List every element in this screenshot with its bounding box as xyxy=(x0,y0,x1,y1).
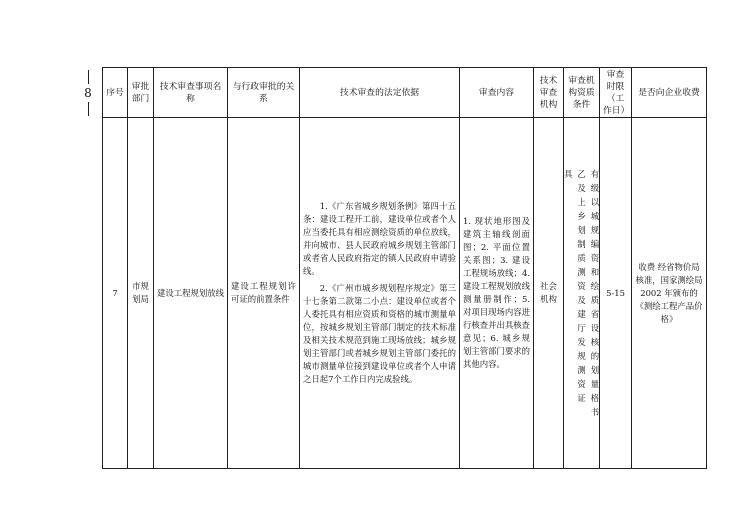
page-number-bar-bottom xyxy=(88,102,89,116)
qualification-char: 划 xyxy=(590,365,600,375)
page-number-marker xyxy=(78,70,98,116)
qualification-char: 书 xyxy=(590,407,600,417)
basis-paragraph-1: 1.《广东省城乡规划条例》第四十五条：建设工程开工前，建设单位或者个人应当委托具有相应测绘资质的单位放线，并向城市、县人民政府城乡规划主管部门或者省人民政府指定的镇人民政府申请验线。 xyxy=(303,201,456,276)
qualification-char: 及 xyxy=(577,295,586,305)
header-relation: 与行政审批的关系 xyxy=(228,68,300,118)
qualification-char: 及 xyxy=(577,183,586,193)
qualification-char: 编 xyxy=(590,239,600,249)
header-content: 审查内容 xyxy=(460,68,534,118)
qualification-vertical-text xyxy=(563,167,600,419)
cell-item: 建设工程规划放线 xyxy=(154,118,228,469)
qualification-char: 以 xyxy=(590,197,600,207)
qualification-char: 上 xyxy=(577,197,586,207)
qualification-char: 资 xyxy=(577,379,586,389)
cell-time-limit: 5-15 xyxy=(600,118,632,469)
technical-review-table xyxy=(102,67,707,469)
cell-relation: 建设工程规划许可证的前置条件 xyxy=(228,118,300,469)
qualification-char: 有 xyxy=(590,169,600,179)
page-number: 8 xyxy=(84,86,92,100)
qualification-char: 证 xyxy=(577,393,586,403)
qualification-char: 厅 xyxy=(577,323,586,333)
header-fee: 是否向企业收费 xyxy=(632,68,707,118)
qualification-char: 核 xyxy=(590,337,600,347)
cell-qualification xyxy=(564,118,600,469)
cell-fee: 收费 经省物价局核准，国家测绘局 2002 年颁布的《测绘工程产品价格》 xyxy=(632,118,707,469)
qualification-char: 测 xyxy=(577,267,586,277)
qualification-char: 城 xyxy=(590,211,600,221)
qualification-char: 质 xyxy=(577,253,586,263)
header-agency: 技术审查机构 xyxy=(534,68,564,118)
qualification-char: 格 xyxy=(590,393,600,403)
qualification-char: 建 xyxy=(577,309,586,319)
qualification-char: 具 xyxy=(563,169,573,179)
qualification-char: 规 xyxy=(577,351,586,361)
qualification-column xyxy=(591,167,599,419)
qualification-char: 的 xyxy=(590,351,600,361)
qualification-column xyxy=(577,167,585,419)
header-qualification: 审查机构资质条件 xyxy=(564,68,600,118)
qualification-column xyxy=(564,167,572,419)
qualification-char: 绘 xyxy=(590,281,600,291)
header-item: 技术审查事项名称 xyxy=(154,68,228,118)
qualification-char: 资 xyxy=(590,253,600,263)
qualification-char: 规 xyxy=(590,225,600,235)
cell-dept: 市规划局 xyxy=(128,118,154,469)
qualification-char: 划 xyxy=(577,225,586,235)
cell-seq: 7 xyxy=(103,118,128,469)
header-basis: 技术审查的法定依据 xyxy=(300,68,460,118)
cell-content: 1. 现状地形图及建筑主轴线剖面图；2. 平面位置关系图；3. 建设工程规场放线；4. 建设工程规划放线测量册制作；5. 对项目现场内容进行核查并出具核查意见；6. 城乡规划主管部门要求的其他内容。 xyxy=(460,118,534,469)
qualification-char: 发 xyxy=(577,337,586,347)
qualification-char: 乙 xyxy=(577,169,586,179)
qualification-char: 制 xyxy=(577,239,586,249)
qualification-char: 资 xyxy=(577,281,586,291)
table-row xyxy=(103,118,707,469)
table-header-row xyxy=(103,68,707,118)
qualification-char: 量 xyxy=(590,379,600,389)
qualification-char: 乡 xyxy=(577,211,586,221)
cell-agency: 社会机构 xyxy=(534,118,564,469)
qualification-char: 级 xyxy=(590,183,600,193)
qualification-char: 和 xyxy=(590,267,600,277)
header-seq: 序号 xyxy=(103,68,128,118)
page-number-bar-top xyxy=(88,70,89,84)
basis-paragraph-2: 2.《广州市城乡规划程序规定》第三十七条第二款第二小点：建设单位或者个人委托具有相应资质和资格的城市测量单位，按城乡规划主管部门制定的技术标准及相关技术规范到施工现场放线；城乡规划主管部门或者城乡规划主管部门委托的城市测量单位接到建设单位或者个人申请之日起7个工作日内完成验线。 xyxy=(303,283,456,384)
qualification-char: 测 xyxy=(577,365,586,375)
cell-basis xyxy=(300,118,460,469)
header-dept: 审批部门 xyxy=(128,68,154,118)
header-time-limit: 审查时限（工作日） xyxy=(600,68,632,118)
qualification-char: 质 xyxy=(590,295,600,305)
qualification-char: 设 xyxy=(590,323,600,333)
qualification-char: 省 xyxy=(590,309,600,319)
